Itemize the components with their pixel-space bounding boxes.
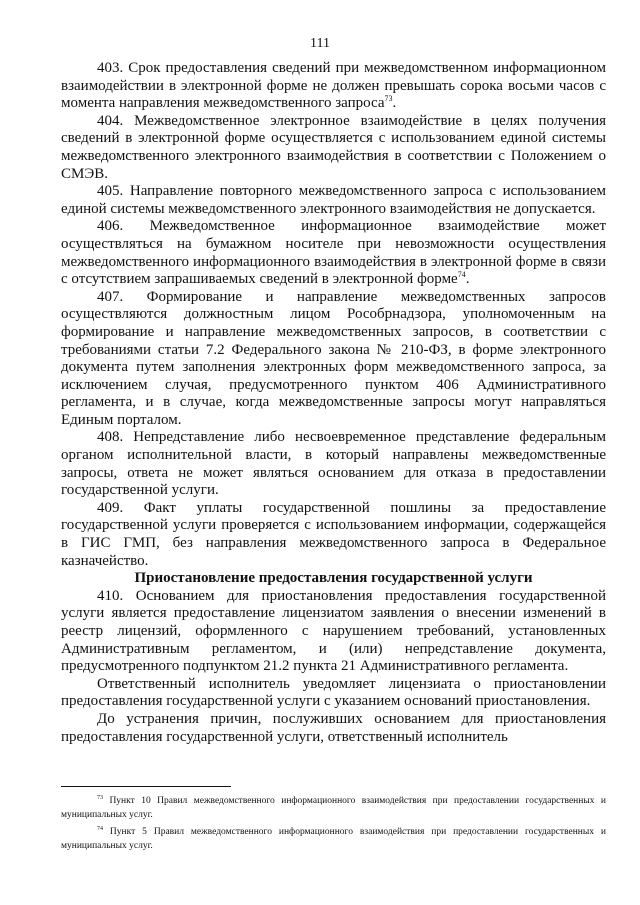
paragraph-406-text: 406. Межведомственное информационное взаимодействие может осуществляться на бумажном носителе при невозможности осуществления межведомственного информационного взаимодействия в электронной форме в связи с отсутствием запрашиваемых сведений в электронной форме bbox=[61, 218, 606, 288]
page-number: 111 bbox=[310, 36, 330, 51]
paragraph-406 bbox=[61, 218, 606, 288]
paragraph-407: 407. Формирование и направление межведомственных запросов осуществляются должностным лицом Рособрнадзора, уполномоченным на формирование и направление межведомственных запросов, в соответствии с требованиями статьи 7.2 Федерального закона № 210-ФЗ, в форме электронного документа путем заполнения электронных форм межведомственного запроса, за исключением случая, предусмотренного пунктом 406 Административного регламента, и в случае, когда межведомственные запросы могут направляться Единым порталом. bbox=[61, 288, 606, 428]
footnote-74-marker: 74 bbox=[97, 826, 103, 833]
paragraph-405: 405. Направление повторного межведомственного запроса с использованием единой системы межведомственного электронного взаимодействия не допускается. bbox=[61, 183, 606, 217]
paragraph-403 bbox=[61, 60, 606, 113]
paragraph-406-end: . bbox=[465, 271, 470, 288]
footnote-divider bbox=[61, 786, 231, 787]
paragraph-410: 410. Основанием для приостановления предоставления государственной услуги является предоставление лицензиатом заявления о внесении изменений в реестр лицензий, оформленного с нарушением требований, установленных Административным регламентом, и (или) непредставление документа, предусмотренного подпунктом 21.2 пункта 21 Административного регламента. bbox=[61, 587, 606, 675]
paragraph-403-text: 403. Срок предоставления сведений при межведомственном информационном взаимодействии в электронной форме не должен превышать сорока восьми часов с момента направления межведомственного запроса bbox=[61, 60, 606, 112]
paragraph-403-end: . bbox=[392, 95, 397, 112]
paragraph-409: 409. Факт уплаты государственной пошлины за предоставление государственной услуги проверяется с использованием информации, содержащейся в ГИС ГМП, без направления межведомственного запроса в Федеральное казначейство. bbox=[61, 499, 606, 569]
footnote-ref-73: 73 bbox=[384, 94, 393, 104]
footnote-73-marker: 73 bbox=[97, 795, 103, 801]
paragraph-410-notice: Ответственный исполнитель уведомляет лицензиата о приостановлении предоставления государственной услуги с указанием оснований приостановления. bbox=[61, 675, 606, 710]
footnotes bbox=[61, 786, 606, 853]
paragraph-404: 404. Межведомственное электронное взаимодействие в целях получения сведений в электронной форме осуществляется с использованием единой системы межведомственного электронного взаимодействия в соответствии с Положением о СМЭВ. bbox=[61, 112, 606, 182]
document-body bbox=[61, 60, 606, 746]
footnote-73-text: Пункт 10 Правил межведомственного информационного взаимодействия при предоставлении государственных и муниципальных услуг. bbox=[61, 796, 606, 821]
paragraph-410-continued: До устранения причин, послуживших основанием для приостановления предоставления государственной услуги, ответственный исполнитель bbox=[61, 710, 606, 745]
footnote-74-text: Пункт 5 Правил межведомственного информационного взаимодействия при предоставлении государственных и муниципальных услуг. bbox=[61, 827, 607, 852]
section-heading: Приостановление предоставления государственной услуги bbox=[134, 570, 533, 587]
footnote-ref-74: 74 bbox=[457, 270, 466, 280]
footnote-74 bbox=[61, 822, 606, 853]
footnote-73 bbox=[61, 791, 606, 822]
paragraph-408: 408. Непредставление либо несвоевременное представление федеральным органом исполнительной власти, в который направлены межведомственные запросы, ответа не может являться основанием для отказа в предоставлении государственной услуги. bbox=[61, 429, 606, 499]
